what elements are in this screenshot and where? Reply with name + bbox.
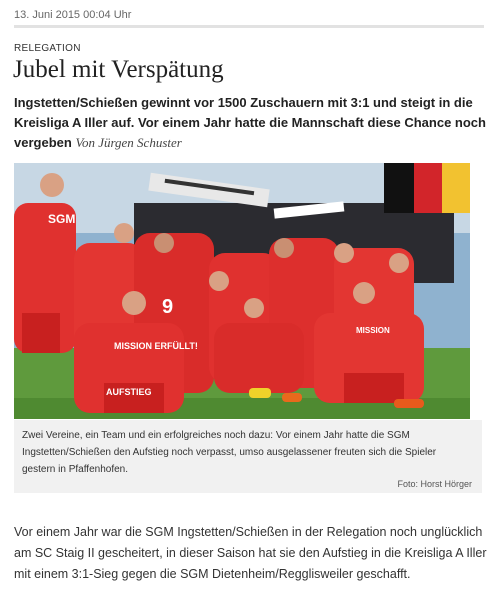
photo-caption: Zwei Vereine, ein Team und ein erfolgreiches noch dazu: Vor einem Jahr hatte die SGM Ingstetten/Schießen den Aufstieg noch verpasst, umso ausgelassener freuten sich die Spieler gestern in Pfaffenhofen. <box>22 430 437 475</box>
article-date: 13. Juni 2015 00:04 Uhr <box>14 9 484 28</box>
article-photo[interactable] <box>14 163 470 419</box>
teaser-text: Ingstetten/Schießen gewinnt vor 1500 Zuschauern mit 3:1 und steigt in die Kreisliga A Iller auf. Vor einem Jahr hatte die Mannschaft diese Chance noch vergeben <box>14 95 486 150</box>
photo-credit: Foto: Horst Hörger <box>397 479 472 489</box>
article-teaser <box>14 93 490 153</box>
svg-text:MISSION: MISSION <box>356 326 390 335</box>
shirt-print-aufstieg: AUFSTIEG <box>106 387 152 397</box>
photo-caption-box <box>14 420 482 493</box>
shirt-print-sgm: SGM <box>48 212 76 226</box>
article-headline: Jubel mit Verspätung <box>13 56 224 83</box>
jersey-number: 9 <box>162 296 174 318</box>
article-kicker: RELEGATION <box>14 43 81 54</box>
article-body: Vor einem Jahr war die SGM Ingstetten/Schießen in der Relegation noch unglücklich am SC Staig II gescheitert, in dieser Saison hat sie den Aufstieg in die Kreisliga A Iller mit einem 3:1-Sieg gegen die SGM Dietenheim/Regglisweiler geschafft. <box>14 525 487 581</box>
team-celebration-photo <box>14 163 470 419</box>
shirt-print-mission: MISSION ERFÜLLT! <box>114 341 198 351</box>
article-author: Von Jürgen Schuster <box>75 135 182 150</box>
